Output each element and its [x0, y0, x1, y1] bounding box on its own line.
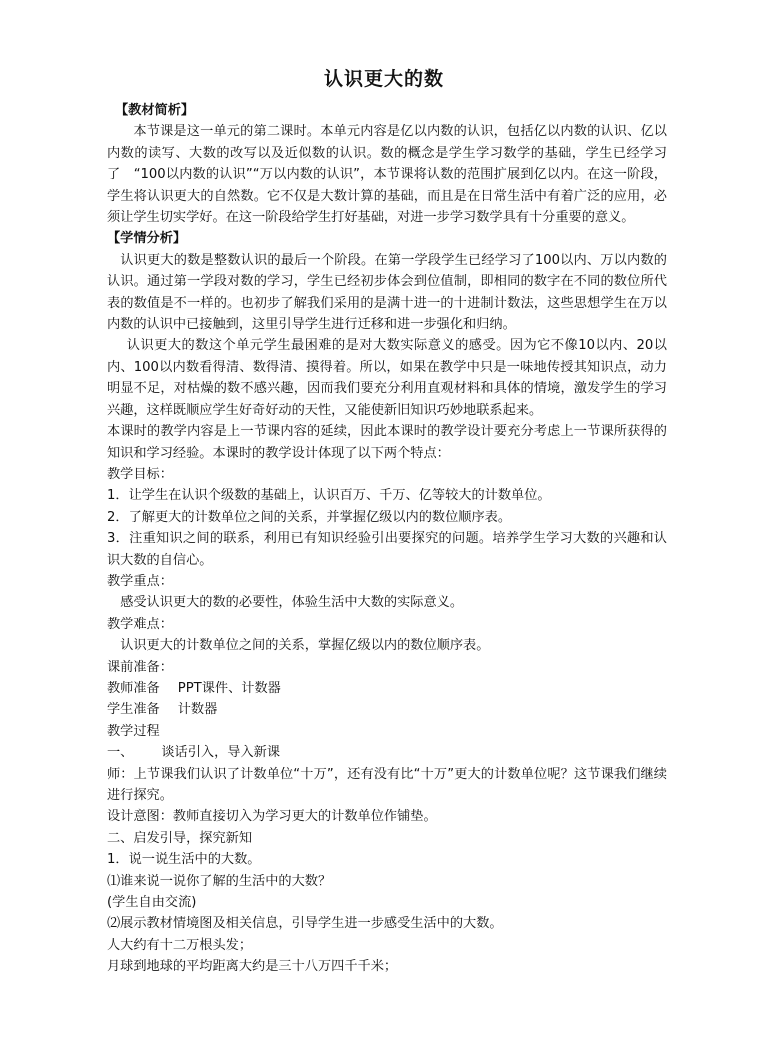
student-prep-value: 计数器	[177, 702, 218, 718]
teacher-prep-label: 教师准备	[107, 680, 160, 696]
step-number: 一、	[107, 745, 134, 761]
page-title: 认识更大的数	[323, 68, 444, 90]
student-prep	[107, 699, 667, 720]
question-item: ⑴谁来说一说你了解的生活中的大数？	[107, 873, 332, 889]
student-prep-label: 学生准备	[107, 702, 160, 718]
fact-line: 人大约有十二万根头发；	[107, 937, 253, 953]
section-heading-textbook-analysis: 【教材简析】	[115, 103, 195, 118]
goals-label: 教学目标：	[107, 466, 173, 482]
sub-item: 1．说一说生活中的大数。	[107, 852, 261, 868]
document-body	[107, 100, 667, 978]
section-heading-student-analysis: 【学情分析】	[107, 231, 187, 247]
process-step-1	[107, 742, 667, 763]
teacher-line: 师：上节课我们认识了计数单位“十万”，还有没有比“十万”更大的计数单位呢？这节课我们继续进行探究。	[107, 766, 667, 803]
fact-line: 月球到地球的平均距离大约是三十八万四千千米；	[107, 959, 398, 975]
paragraph: 本课时的教学内容是上一节课内容的延续，因此本课时的教学设计要充分考虑上一节课所获得的知识和学习经验。本课时的教学设计体现了以下两个特点：	[107, 424, 667, 461]
difficulty-label: 教学难点：	[107, 616, 173, 632]
difficulty-text: 认识更大的计数单位之间的关系，掌握亿级以内的数位顺序表。	[120, 638, 490, 654]
process-step-2: 二、启发引导，探究新知	[107, 830, 253, 846]
key-point-label: 教学重点：	[107, 573, 173, 589]
goal-item: 2．了解更大的计数单位之间的关系，并掌握亿级以内的数位顺序表。	[107, 509, 512, 525]
question-note: (学生自由交流)	[107, 895, 197, 911]
key-point-text: 感受认识更大的数的必要性，体验生活中大数的实际意义。	[120, 595, 464, 611]
process-label: 教学过程	[107, 723, 160, 739]
paragraph: 认识更大的数这个单元学生最困难的是对大数实际意义的感受。因为它不像10以内、20以内、100以内数看得清、数得清、摸得着。所以，如果在教学中只是一味地传授其知识点，动力明显不足，对枯燥的数不感兴趣，因而我们要充分利用直观材料和具体的情境，激发学生的学习兴趣，这样既顺应学生好奇好动的天性，又能使新旧知识巧妙地联系起来。	[107, 338, 667, 418]
design-intent: 设计意图：教师直接切入为学习更大的计数单位作铺垫。	[107, 809, 437, 825]
goal-item: 3．注重知识之间的联系，利用已有知识经验引出要探究的问题。培养学生学习大数的兴趣和认识大数的自信心。	[107, 531, 667, 568]
teacher-prep	[107, 678, 667, 699]
goal-item: 1．让学生在认识个级数的基础上，认识百万、千万、亿等较大的计数单位。	[107, 488, 551, 504]
teacher-prep-value: PPT课件、计数器	[177, 680, 281, 696]
paragraph: 认识更大的数是整数认识的最后一个阶段。在第一学段学生已经学习了100以内、万以内数的认识。通过第一学段对数的学习，学生已经初步体会到位值制，即相同的数字在不同的数位所代表的数值是不一样的。也初步了解我们采用的是满十进一的十进制计数法，这些思想学生在万以内数的认识中已接触到，这里引导学生进行迁移和进一步强化和归纳。	[107, 252, 667, 333]
question-item: ⑵展示教材情境图及相关信息，引导学生进一步感受生活中的大数。	[107, 916, 503, 932]
paragraph: 本节课是这一单元的第二课时。本单元内容是亿以内数的认识，包括亿以内数的认识、亿以内数的读写、大数的改写以及近似数的认识。数的概念是学生学习数学的基础，学生已经学习了 “100以内数的认识”“万以内数的认识”，本节课将认数的范围扩展到亿以内。在这一阶段，学生将认识更大的自然数。它不仅是大数计算的基础，而且是在日常生活中有着广泛的应用，必须让学生切实学好。在这一阶段给学生打好基础，对进一步学习数学具有十分重要的意义。	[107, 124, 667, 226]
prep-label: 课前准备：	[107, 659, 173, 675]
step-title: 谈话引入，导入新课	[161, 745, 281, 761]
